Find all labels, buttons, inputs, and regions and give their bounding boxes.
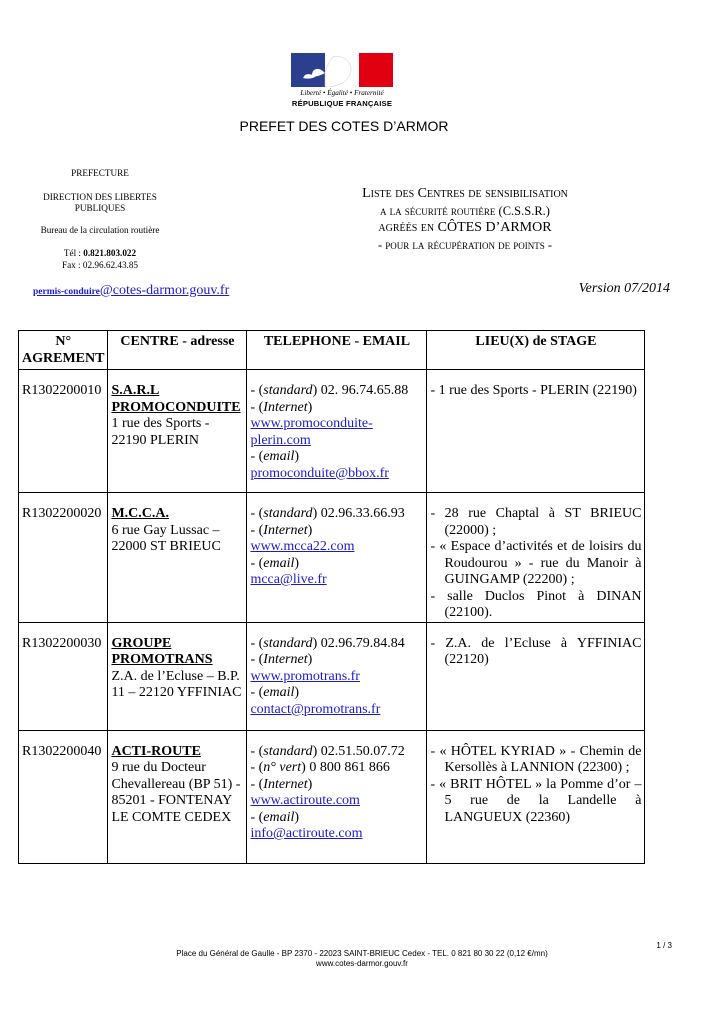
footer-address: Place du Général de Gaulle - BP 2370 - 22023 SAINT-BRIEUC Cedex - TEL. 0 821 80 30 22 (0,12 €/mn): [176, 949, 548, 958]
website-link[interactable]: www.actiroute.com: [250, 793, 360, 808]
lieu-item: - 1 rue des Sports - PLERIN (22190): [430, 383, 637, 398]
agrement-cell: R1302200040: [19, 730, 108, 863]
table-row: [19, 622, 645, 730]
prefet-title: PREFET DES COTES D’ARMOR: [239, 118, 449, 134]
tel-line: [15, 248, 185, 260]
lieu-item: - Z.A. de l’Ecluse à YFFINIAC (22120): [430, 635, 642, 667]
motto: Liberté • Égalité • Fraternité: [300, 89, 384, 97]
centre-cell: [108, 730, 247, 863]
email-label: - (email): [250, 449, 300, 464]
list-title: [290, 185, 640, 253]
header-centre: CENTRE - adresse: [108, 331, 247, 370]
internet-label: - (Internet): [250, 652, 313, 667]
agrement-cell: R1302200010: [19, 370, 108, 493]
website-link[interactable]: www.mcca22.com: [250, 539, 355, 554]
lieux-cell: [427, 370, 645, 493]
marianne-flag-icon: [291, 53, 393, 87]
email-link[interactable]: mcca@live.fr: [250, 572, 327, 587]
centre-name: GROUPE PROMOTRANS: [111, 635, 213, 667]
centres-table: [18, 330, 645, 864]
centre-cell: [108, 370, 247, 493]
version-label: Version 07/2014: [578, 281, 670, 296]
centre-address: 9 rue du Docteur Chevallereau (BP 51) - 85201 - FONTENAY LE COMTE CEDEX: [111, 760, 241, 825]
centre-name: S.A.R.L PROMOCONDUITE: [111, 383, 241, 415]
phone-standard: - (standard) 02.96.79.84.84: [250, 635, 405, 651]
header-telephone: TELEPHONE - EMAIL: [247, 331, 427, 370]
footer: [0, 949, 724, 969]
contact-email-link[interactable]: [33, 281, 229, 299]
bureau-label: Bureau de la circulation routière: [40, 224, 160, 235]
email-label: - (email): [250, 555, 300, 571]
tel-value: 0.821.803.022: [83, 248, 137, 258]
header-lieux: LIEU(X) de STAGE: [427, 331, 645, 370]
contact-cell: [247, 730, 427, 863]
sidebar-block: [15, 168, 185, 271]
website-link[interactable]: www.promotrans.fr: [250, 668, 360, 684]
table-row: [19, 370, 645, 493]
centre-cell: [108, 493, 247, 623]
email-part1: permis-conduire: [33, 287, 100, 297]
centre-name: M.C.C.A.: [111, 506, 169, 521]
centre-cell: [108, 622, 247, 730]
page-number: 1 / 3: [656, 941, 672, 950]
phone-standard: - (standard) 02.96.33.66.93: [250, 506, 405, 521]
lieu-item: - salle Duclos Pinot à DINAN (22100).: [430, 588, 642, 620]
internet-label: - (Internet): [250, 776, 313, 792]
list-title-line4: - pour la récupération de points -: [377, 237, 553, 252]
direction-line1: DIRECTION DES LIBERTES: [43, 191, 157, 202]
centre-name: ACTI-ROUTE: [111, 743, 201, 759]
table-row: [19, 493, 645, 623]
email-label: - (email): [250, 809, 300, 825]
marianne-logo: [291, 53, 393, 113]
footer-website[interactable]: www.cotes-darmor.gouv.fr: [316, 959, 408, 968]
republic-label: RÉPUBLIQUE FRANÇAISE: [291, 99, 393, 108]
table-header-row: [19, 331, 645, 370]
contact-cell: [247, 493, 427, 623]
centre-address: Z.A. de l’Ecluse – B.P. 11 – 22120 YFFINIAC: [111, 668, 242, 700]
agrement-cell: R1302200020: [19, 493, 108, 623]
lieux-cell: [427, 622, 645, 730]
table-row: [19, 730, 645, 863]
phone-green-number: - (n° vert) 0 800 861 866: [250, 760, 390, 775]
lieu-item: - « HÔTEL KYRIAD » - Chemin de Kersollès à LANNION (22300) ;: [430, 743, 642, 775]
lieu-item: - « BRIT HÔTEL » la Pomme d’or – 5 rue de la Landelle à LANGUEUX (22360): [430, 776, 642, 825]
list-title-line1: Liste des Centres de sensibilisation: [362, 186, 568, 201]
email-label: - (email): [250, 685, 300, 700]
lieux-cell: [427, 493, 645, 623]
email-link[interactable]: contact@promotrans.fr: [250, 701, 381, 717]
fax-line: Fax : 02.96.62.43.85: [61, 259, 139, 270]
centre-address: 6 rue Gay Lussac – 22000 ST BRIEUC: [111, 522, 221, 554]
email-link[interactable]: info@actiroute.com: [250, 826, 363, 841]
direction-line2: PUBLIQUES: [74, 203, 126, 213]
phone-standard: - (standard) 02. 96.74.65.88: [250, 383, 409, 398]
header-agrement: N° AGREMENT: [19, 331, 108, 370]
contact-cell: [247, 622, 427, 730]
website-link[interactable]: www.promoconduite-plerin.com: [250, 416, 373, 448]
tel-label: Tél :: [63, 248, 84, 258]
email-link[interactable]: promoconduite@bbox.fr: [250, 465, 389, 481]
internet-label: - (Internet): [250, 522, 313, 538]
lieu-item: - 28 rue Chaptal à ST BRIEUC (22000) ;: [430, 506, 642, 538]
lieux-cell: [427, 730, 645, 863]
lieu-item: - « Espace d’activités et de loisirs du Roudourou » - rue du Manoir à GUINGAMP (22200) ;: [430, 539, 642, 587]
list-title-line3: agréés en CÔTES D’ARMOR: [378, 220, 552, 235]
contact-cell: [247, 370, 427, 493]
internet-label: - (Internet): [250, 399, 313, 415]
email-part2: @cotes-darmor.gouv.fr: [99, 283, 230, 298]
agrement-cell: R1302200030: [19, 622, 108, 730]
centre-address: 1 rue des Sports - 22190 PLERIN: [111, 416, 210, 448]
phone-standard: - (standard) 02.51.50.07.72: [250, 743, 405, 759]
prefecture-label: PREFECTURE: [71, 168, 129, 178]
list-title-line2: a la sécurité routière (C.S.S.R.): [380, 203, 550, 218]
